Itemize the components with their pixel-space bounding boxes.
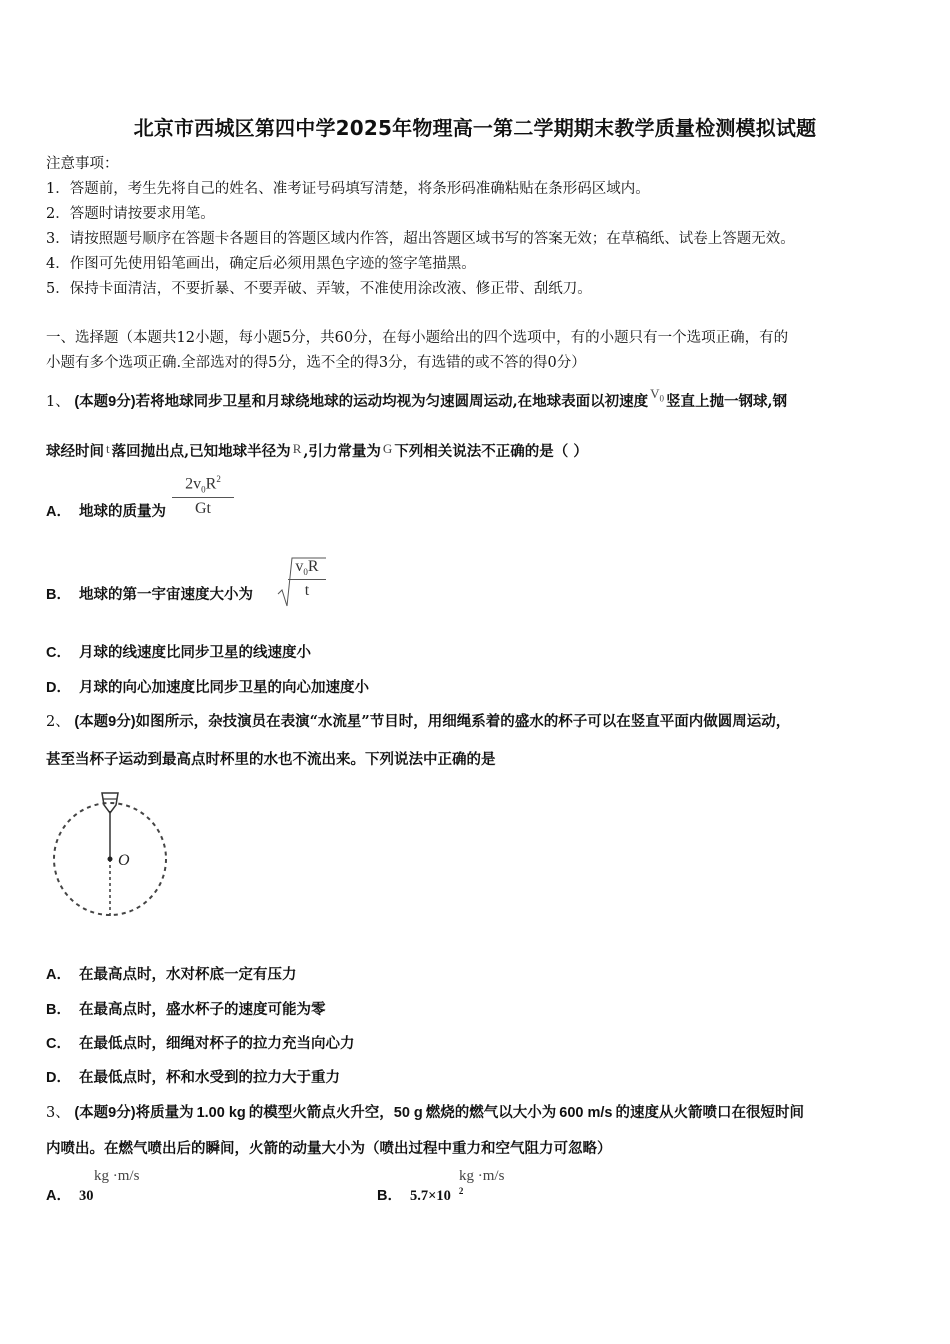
question-score: (本题9分) [74,714,136,730]
option-label: D． [46,1070,71,1086]
question-score: (本题9分) [74,1105,136,1121]
question-1-line1 [46,386,788,412]
center-point [108,857,113,862]
question-number: 1、 [46,394,70,410]
q3-option-a[interactable] [46,1184,101,1205]
notice-item: 5．保持卡面清洁，不要折暴、不要弄破、弄皱，不准使用涂改液、修正带、刮纸刀。 [46,281,592,297]
q1-option-c[interactable] [46,641,319,662]
option-label: B． [46,1002,71,1018]
question-text: 的模型火箭点火升空， [248,1104,394,1121]
symbol-G: G [382,441,393,456]
option-text: 在最高点时，盛水杯子的速度可能为零 [78,1002,326,1018]
option-label: D． [46,680,71,696]
option-value: 30 [78,1188,94,1204]
option-text: 月球的向心加速度比同步卫星的向心加速度小 [78,680,369,696]
section-heading-line1: 一、选择题（本题共12小题，每小题5分，共60分，在每小题给出的四个选项中，有的小题只有一个选项正确，有的 [46,330,789,346]
question-2-line1 [46,710,790,731]
q1-option-b[interactable] [46,583,261,604]
question-text: 若将地球同步卫星和月球绕地球的运动均视为匀速圆周运动,在地球表面以初速度 [135,393,649,410]
question-text: 甚至当杯子运动到最高点时杯里的水也不流出来。下列说法中正确的是 [46,751,496,768]
unit-label: kg ·m/s [459,1168,505,1184]
fuel-mass-value: 50 g [393,1105,423,1121]
question-text: 下列相关说法不正确的是（ ） [394,443,588,460]
option-text: 月球的线速度比同步卫星的线速度小 [78,645,311,661]
option-value: 5.7×10 [409,1188,451,1204]
mass-value: 1.00 kg [196,1105,246,1121]
option-text: 地球的质量为 [78,504,166,520]
q2-option-d[interactable] [46,1066,348,1087]
option-label: B． [377,1188,402,1204]
symbol-R: R [292,441,302,456]
option-text: 在最低点时，杯和水受到的拉力大于重力 [78,1070,340,1086]
option-label: A． [46,504,71,520]
option-label: C． [46,1036,71,1052]
cup-icon [102,793,118,813]
q1-option-d[interactable] [46,676,377,697]
page-title: 北京市西城区第四中学2025年物理高一第二学期期末教学质量检测模拟试题 [133,116,817,140]
center-label: O [118,852,130,869]
option-label: B． [46,587,71,603]
option-label: A． [46,967,71,983]
question-text: 的速度从火箭喷口在很短时间 [615,1104,804,1121]
question-text: 球经时间 [46,443,104,460]
option-label: A． [46,1188,71,1204]
notice-item: 4．作图可先使用铅笔画出，确定后必须用黑色字迹的签字笔描黑。 [46,256,476,272]
question-text: 如图所示，杂技演员在表演“水流星”节目时，用细绳系着的盛水的杯子可以在竖直平面内做圆周运动， [135,713,791,730]
notice-heading: 注意事项： [46,156,119,172]
q1-option-a[interactable] [46,500,174,521]
option-text: 在最低点时，细绳对杯子的拉力充当向心力 [78,1036,355,1052]
unit-label: kg ·m/s [94,1168,140,1184]
question-number: 2、 [46,714,70,730]
q2-option-a[interactable] [46,963,304,984]
notice-item: 3．请按照题号顺序在答题卡各题目的答题区域内作答，超出答题区域书写的答案无效；在草稿纸、试卷上答题无效。 [46,231,795,247]
question-text: 落回抛出点,已知地球半径为 [111,443,291,460]
notice-item: 1．答题前，考生先将自己的姓名、准考证号码填写清楚，将条形码准确粘贴在条形码区域内。 [46,181,650,197]
q3-option-b[interactable] [377,1184,463,1205]
question-number: 3、 [46,1105,70,1121]
question-score: (本题9分) [74,394,136,410]
q2-option-b[interactable] [46,998,333,1019]
formula-first-cosmic-velocity: $v_0R$ t [288,558,326,600]
q2-option-c[interactable] [46,1032,362,1053]
question-text: 竖直上抛一钢球,钢 [666,393,788,410]
question-text: ,引力常量为 [303,443,381,460]
question-3-line1 [46,1101,804,1122]
question-text: 燃烧的燃气以大小为 [425,1104,557,1121]
option-label: C． [46,645,71,661]
symbol-v0: $V_0$ [650,386,665,404]
option-text: 在最高点时，水对杯底一定有压力 [78,967,297,983]
option-exponent: 2 [458,1186,464,1197]
question-text: 内喷出。在燃气喷出后的瞬间，火箭的动量大小为（喷出过程中重力和空气阻力可忽略） [46,1140,612,1157]
formula-earth-mass: $2v_0R^2$ Gt [172,474,234,518]
question-2-line2 [46,748,496,769]
velocity-value: 600 m/s [559,1105,613,1121]
symbol-t: t [106,441,110,456]
option-text: 地球的第一宇宙速度大小为 [78,587,253,603]
question-text: 将质量为 [135,1104,194,1121]
question-1-line2 [46,440,588,461]
notice-item: 2．答题时请按要求用笔。 [46,206,215,222]
section-heading-line2: 小题有多个选项正确.全部选对的得5分，选不全的得3分，有选错的或不答的得0分） [46,355,586,371]
question-3-line2 [46,1137,612,1158]
water-meteor-figure [46,785,176,925]
